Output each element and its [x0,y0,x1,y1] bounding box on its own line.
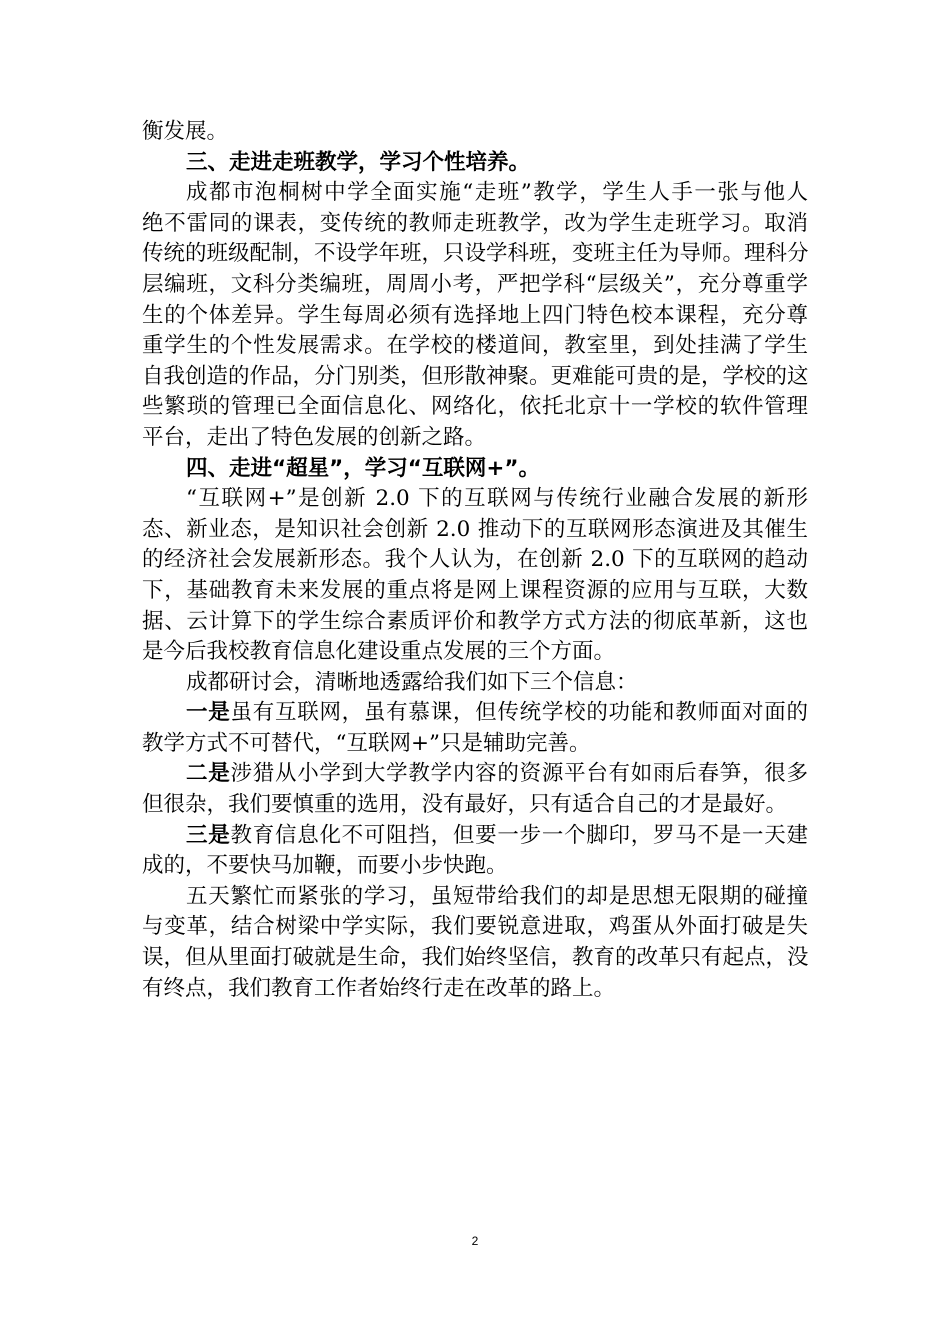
paragraph-line: 成的，不要快马加鞭，而要小步快跑。 [142,853,508,879]
point-three-lead: 三是 [186,822,231,848]
paragraph-line: 重学生的个性发展需求。在学校的楼道间，教室里，到处挂满了学生 [142,333,808,359]
point-two-text: 涉猎从小学到大学教学内容的资源平台有如雨后春笋，很多 [230,761,808,787]
point-two-lead: 二是 [186,761,231,787]
paragraph-line: 绝不雷同的课表，变传统的教师走班教学，改为学生走班学习。取消 [142,210,808,236]
paragraph-line: 衡发展。 [142,119,229,144]
paragraph-line: 些繁琐的管理已全面信息化、网络化，依托北京十一学校的软件管理 [142,394,808,420]
page-number: 2 [471,1234,479,1248]
paragraph-line: 平台，走出了特色发展的创新之路。 [142,424,487,450]
paragraph-line: 下，基础教育未来发展的重点将是网上课程资源的应用与互联，大数 [142,577,808,603]
paragraph-line: 成都市泡桐树中学全面实施“走班”教学，学生人手一张与他人 [186,180,808,206]
point-three-text: 教育信息化不可阻挡，但要一步一个脚印，罗马不是一天建 [230,822,808,848]
paragraph-line: 教学方式不可替代，“互联网+”只是辅助完善。 [142,730,591,756]
paragraph-line: 但很杂，我们要慎重的选用，没有最好，只有适合自己的才是最好。 [142,792,788,818]
paragraph-line: “互联网+”是创新 2.0 下的互联网与传统行业融合发展的新形 [186,486,808,512]
point-one-lead: 一是 [186,700,231,726]
paragraph-line: 层编班，文科分类编班，周周小考，严把学科“层级关”，充分尊重学 [142,271,808,297]
point-one-line [142,698,808,729]
paragraph-line: 的经济社会发展新形态。我个人认为，在创新 2.0 下的互联网的趋动 [142,547,808,573]
paragraph-line: 据、云计算下的学生综合素质评价和教学方式方法的彻底革新，这也 [142,608,808,634]
paragraph-line: 误，但从里面打破就是生命，我们始终坚信，教育的改革只有起点，没 [142,945,809,971]
paragraph-line: 有终点，我们教育工作者始终行走在改革的路上。 [142,975,616,1001]
point-two-line [142,759,808,790]
section-heading-4: 四、走进“超星”，学习“互联网+”。 [186,455,541,481]
paragraph-line: 成都研讨会，清晰地透露给我们如下三个信息： [186,669,638,695]
paragraph-line: 态、新业态，是知识社会创新 2.0 推动下的互联网形态演进及其催生 [142,516,808,542]
paragraph-line: 传统的班级配制，不设学年班，只设学科班，变班主任为导师。理科分 [142,241,809,267]
paragraph-line: 生的个体差异。学生每周必须有选择地上四门特色校本课程，充分尊 [142,302,808,328]
point-three-line [142,821,808,852]
section-heading-3: 三、走进走班教学，学习个性培养。 [186,149,531,175]
point-one-text: 虽有互联网，虽有慕课，但传统学校的功能和教师面对面的 [230,700,808,726]
paragraph-line: 五天繁忙而紧张的学习，虽短带给我们的却是思想无限期的碰撞 [186,883,808,909]
paragraph-line: 是今后我校教育信息化建设重点发展的三个方面。 [142,639,616,665]
document-body [142,117,808,1004]
paragraph-line: 与变革，结合树梁中学实际，我们要锐意进取，鸡蛋从外面打破是失 [142,914,808,940]
paragraph-line: 自我创造的作品，分门别类，但形散神聚。更难能可贵的是，学校的这 [142,363,809,389]
